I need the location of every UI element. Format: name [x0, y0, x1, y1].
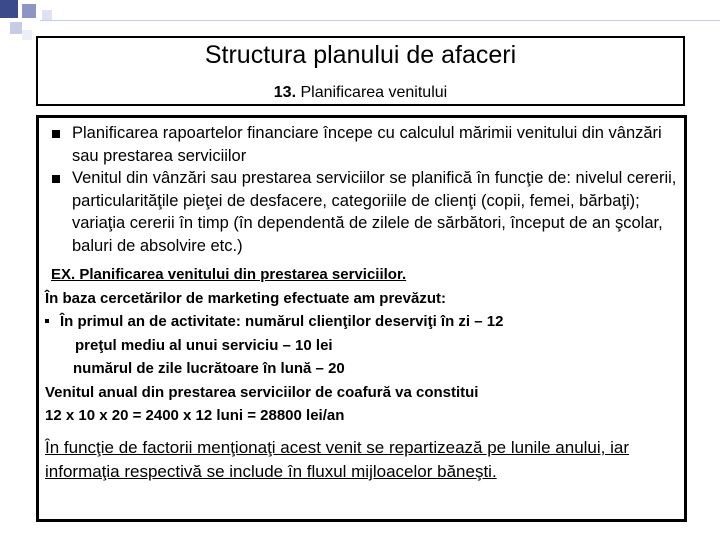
bullet-list: [47, 122, 687, 257]
decorative-square: [42, 10, 52, 20]
subtitle-number: 13.: [273, 84, 297, 101]
bullet-item: [47, 167, 687, 257]
subtitle-text: Planificarea venitului: [296, 84, 448, 101]
example-line: Venitul anual din prestarea serviciilor de coafură va constitui: [45, 383, 479, 401]
bullet-text: Planificarea rapoartelor financiare începe cu calculul mărimii venitului din vânzări sau prestarea serviciilor: [72, 124, 662, 165]
example-line: [45, 310, 685, 334]
content-box: [36, 115, 687, 522]
decorative-square: [10, 22, 22, 34]
slide-subtitle: [38, 83, 683, 103]
example-title: EX. Planificarea venitului din prestarea serviciilor.: [51, 266, 407, 283]
decorative-square: [22, 30, 32, 40]
square-bullet-icon: [52, 175, 60, 183]
decorative-square: [0, 0, 18, 18]
decorative-line: [40, 20, 720, 21]
small-bullet-icon: [45, 319, 49, 323]
example-line: În baza cercetărilor de marketing efectuate am prevăzut:: [45, 289, 446, 307]
bullet-text: Venitul din vânzări sau prestarea serviciilor se planifică în funcţie de: nivelul cererii, particularităţile pieţei de desfacere, categoriile de clienţi (copii, femei, bărbaţi); variaţia cererii în timp (în dependentă de zilele de sărbători, început de an şcolar, baluri de absolvire etc.): [72, 169, 677, 255]
slide-title: Structura planului de afaceri: [204, 41, 517, 69]
example-line-text: În primul an de activitate: numărul clienţilor deserviţi în zi – 12: [60, 313, 504, 330]
example-result: 12 x 10 x 20 = 2400 x 12 luni = 28800 lei/an: [45, 407, 345, 424]
decorative-square: [22, 4, 36, 18]
footer-note: În funcţie de factorii menţionaţi acest venit se repartizează pe lunile anului, iar informaţia respectivă se include în fluxul mijloacelor băneşti.: [45, 438, 629, 481]
title-box: [36, 36, 685, 106]
bullet-item: [47, 122, 687, 167]
example-line: preţul mediu al unui serviciu – 10 lei: [75, 336, 333, 354]
example-block: [45, 263, 685, 428]
square-bullet-icon: [52, 130, 60, 138]
example-line: numărul de zile lucrătoare în lună – 20: [73, 360, 345, 377]
